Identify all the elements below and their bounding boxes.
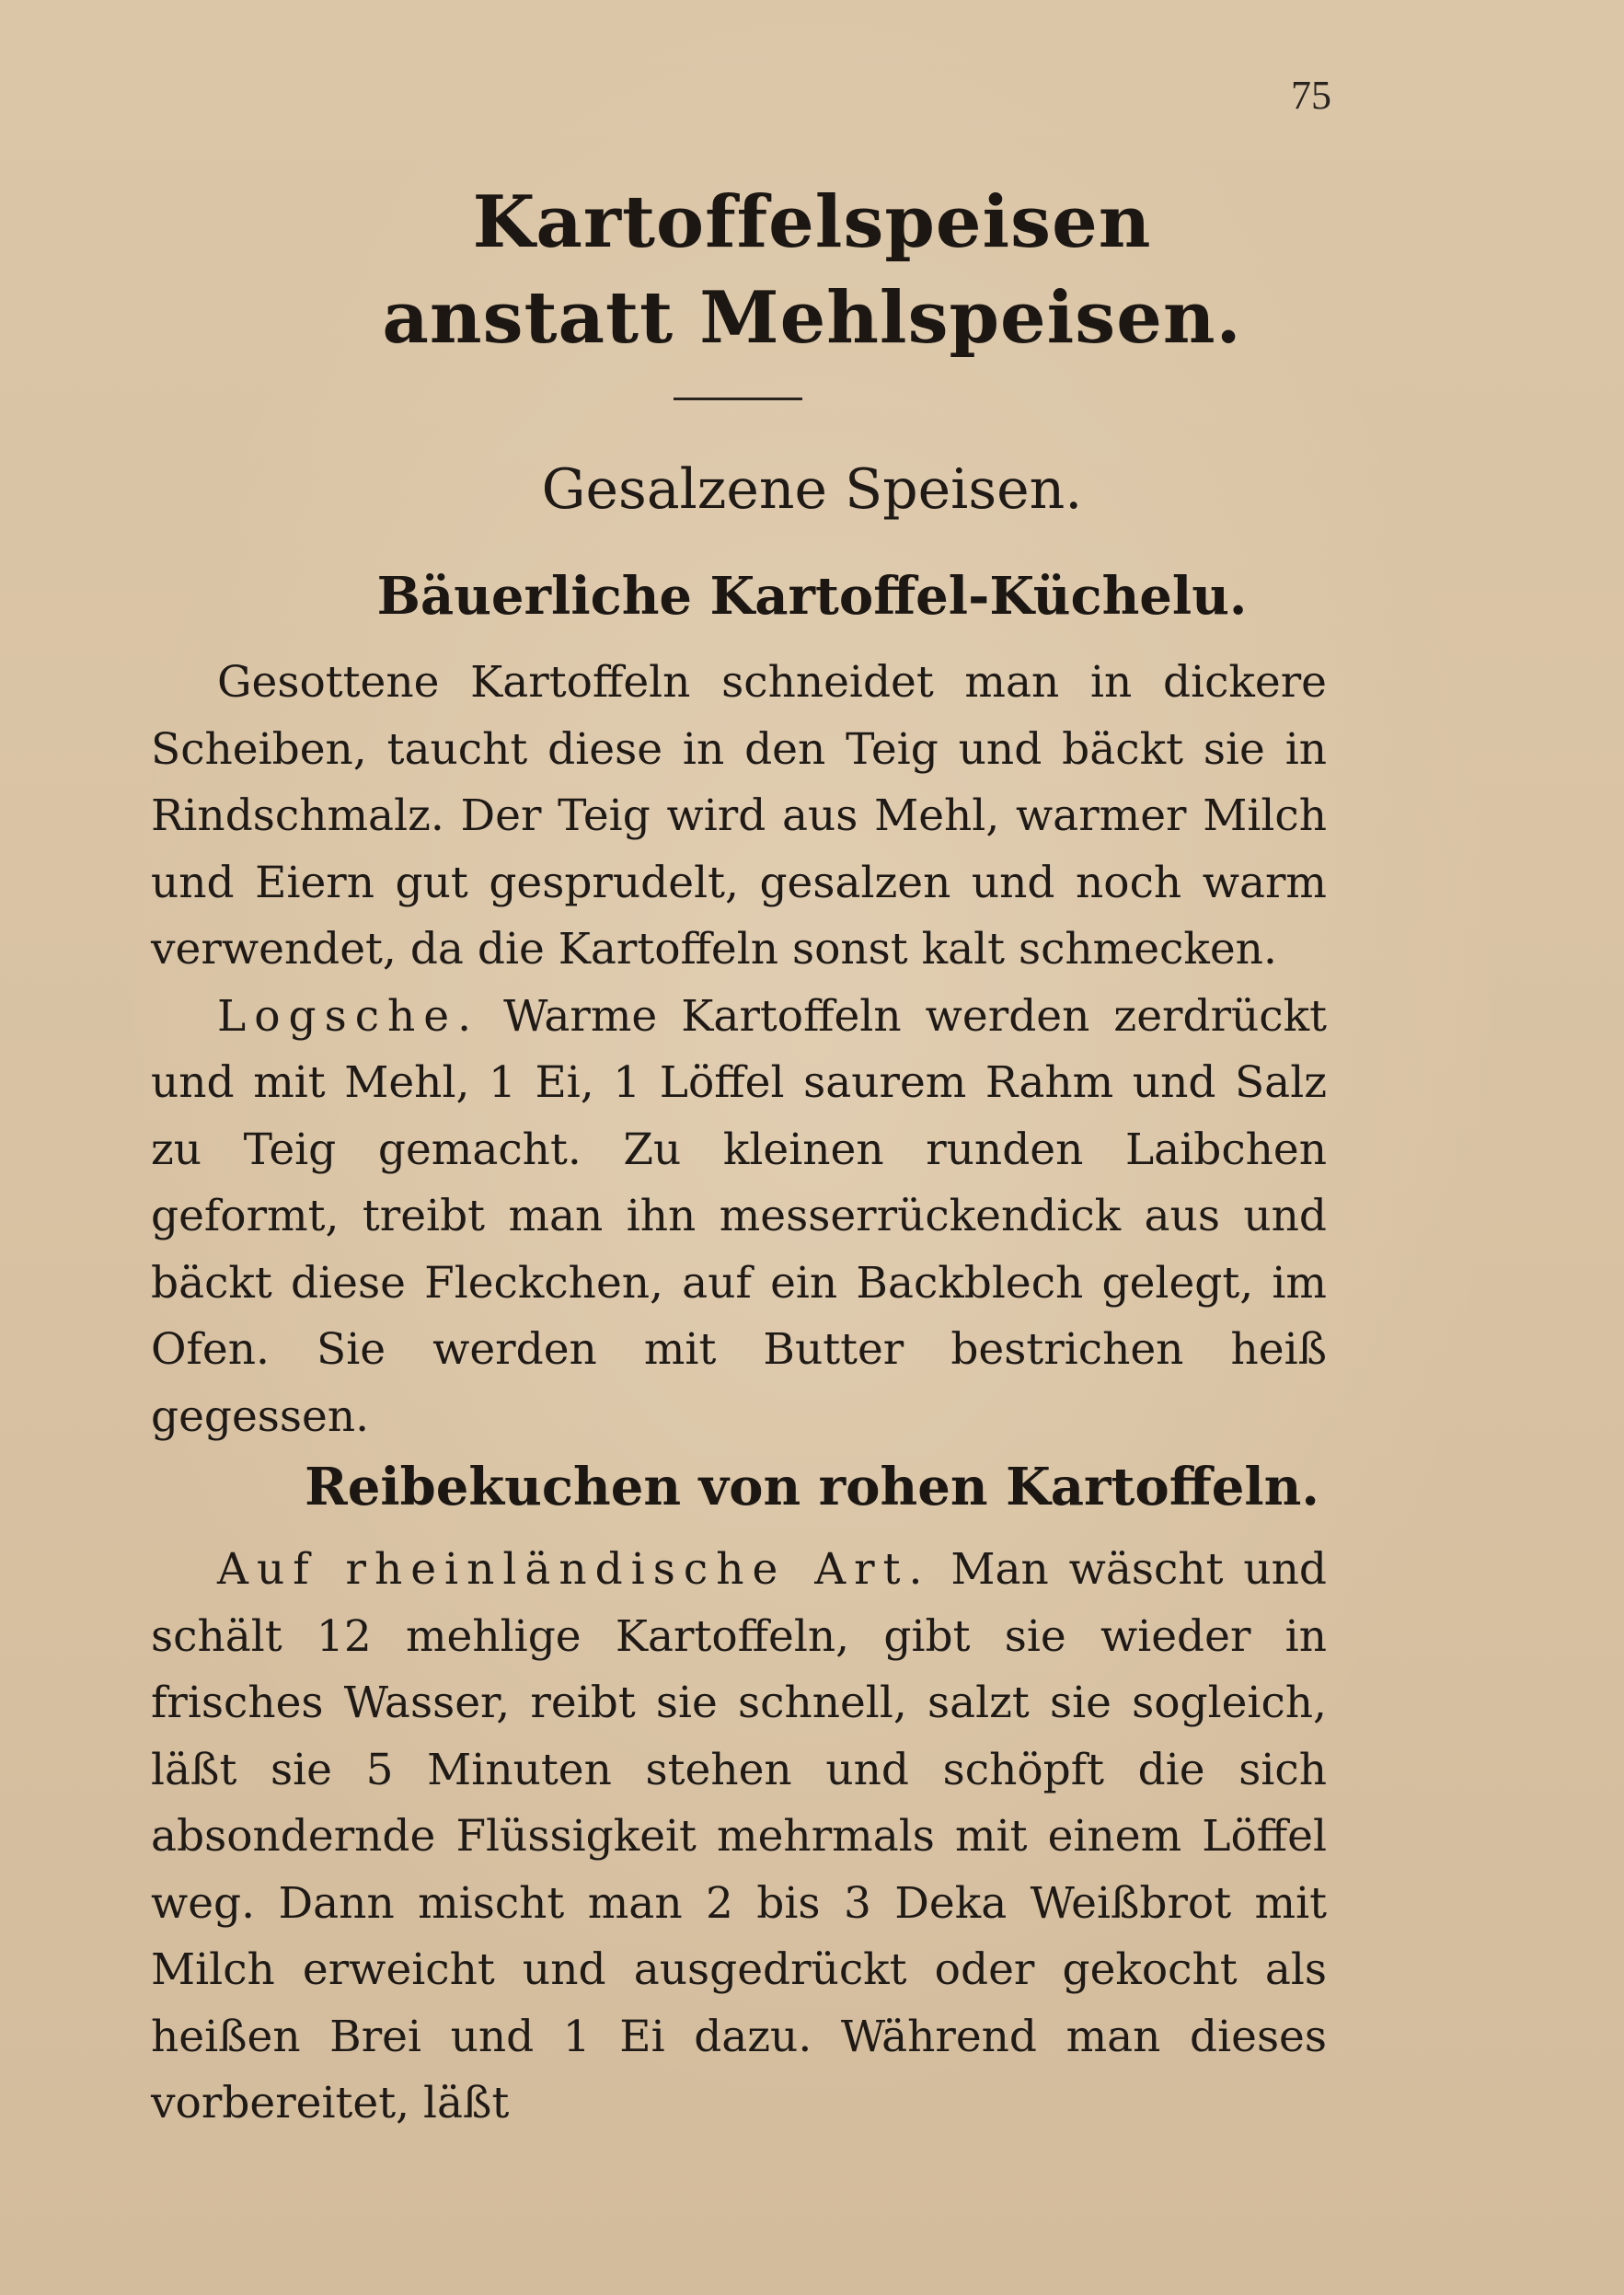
section-title: Gesalzene Speisen. <box>541 457 1083 522</box>
paragraph <box>151 1537 1327 2138</box>
recipe-title-reibekuchen: Reibekuchen von rohen Kartoffeln. <box>305 1457 1319 1517</box>
paragraph <box>151 984 1327 1451</box>
paragraph-text: Warme Kartoffeln werden zerdrückt und mit Mehl, 1 Ei, 1 Löffel saurem Rahm und Salz zu Teig gemacht. Zu kleinen runden Laibchen geformt, treibt man ihn messerrückendick aus und bäckt diese Fleckchen, auf ein Backblech gelegt, im Ofen. Sie werden mit Butter bestrichen heiß gegessen. <box>151 990 1327 1442</box>
chapter-title-line-2: anstatt Mehlspeisen. <box>382 276 1242 360</box>
paragraph-text: Gesottene Kartoffeln schneidet man in dickere Scheiben, taucht diese in den Teig und bäckt sie in Rindschmalz. Der Teig wird aus Mehl, warmer Milch und Eiern gut gesprudelt, gesalzen und noch warm verwendet, da die Kartoffeln sonst kalt schmecken. <box>151 657 1327 975</box>
recipe-body-reibekuchen <box>151 1537 1327 2138</box>
paragraph <box>151 650 1327 984</box>
chapter-title <box>0 175 1624 366</box>
recipe-body-kuecheln <box>151 650 1327 1450</box>
paragraph-text: Man wäscht und schält 12 mehlige Kartoffeln, gibt sie wieder in frisches Wasser, reibt sie schnell, salzt sie sogleich, läßt sie 5 Minuten stehen und schöpft die sich absondernde Flüssigkeit mehrmals mit einem Löffel weg. Dann mischt man 2 bis 3 Deka Weißbrot mit Milch erweicht und ausgedrückt oder gekocht als heißen Brei und 1 Ei dazu. Während man dieses vorbereitet, läßt <box>151 1544 1328 2128</box>
recipe-title-kuecheln: Bäuerliche Kartoffel-Küchelu. <box>376 566 1248 627</box>
chapter-title-line-1: Kartoffelspeisen <box>472 180 1152 264</box>
paragraph-lead: Logsche. <box>217 990 480 1042</box>
page-number: 75 <box>1291 73 1331 118</box>
title-divider <box>674 398 802 400</box>
paragraph-lead: Auf rheinländische Art. <box>217 1544 931 1595</box>
